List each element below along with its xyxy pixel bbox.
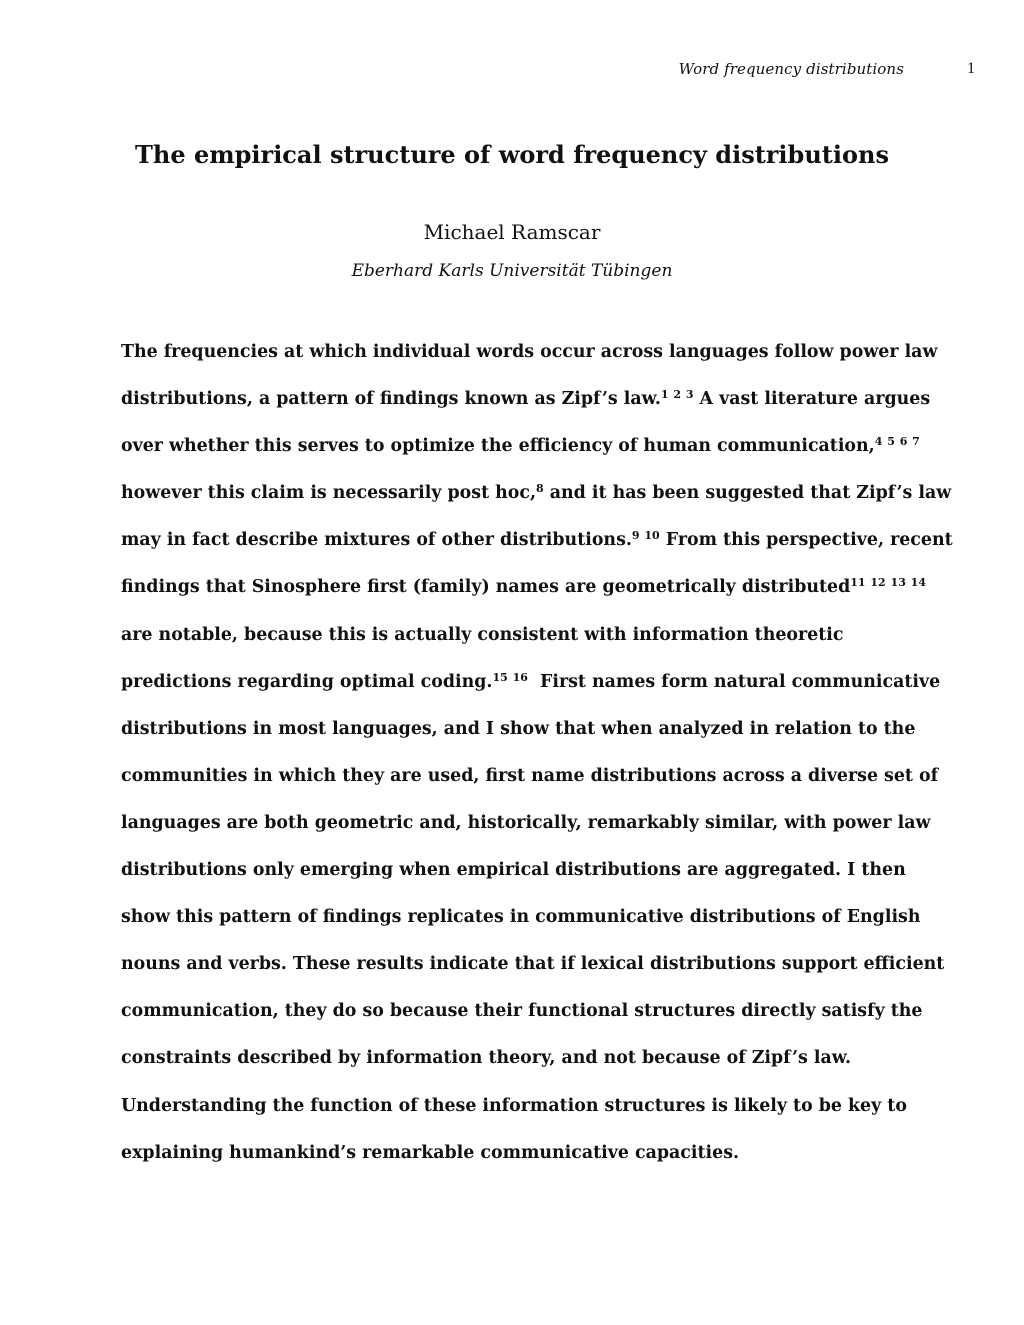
abstract-line (121, 988, 921, 1035)
abstract-line-text: communication, they do so because their functional structures directly satisfy the (121, 1001, 923, 1022)
paper-title: The empirical structure of word frequency distributions (135, 140, 889, 169)
abstract-line (121, 706, 921, 753)
abstract-line-text: distributions in most languages, and I show that when analyzed in relation to the (121, 718, 916, 739)
abstract-line-text: distributions only emerging when empirical distributions are aggregated. I then (121, 860, 906, 881)
abstract-line (121, 753, 939, 800)
abstract-line (121, 800, 931, 847)
running-head: Word frequency distributions (678, 60, 904, 78)
author-affiliation: Eberhard Karls Universität Tübingen (351, 261, 673, 281)
abstract-line (121, 470, 952, 517)
abstract-line-text: distributions, a pattern of findings known as Zipf’s law. (121, 389, 661, 410)
abstract-line-text: The frequencies at which individual words occur across languages follow power law (121, 342, 938, 362)
abstract-line (121, 1035, 921, 1082)
abstract-line-text: are notable, because this is actually consistent with information theoretic (121, 624, 844, 645)
abstract-line (121, 329, 938, 376)
citation-superscript: 9 10 (631, 529, 660, 543)
abstract-line-text: over whether this serves to optimize the efficiency of human communication, (121, 436, 875, 457)
page-number: 1 (967, 60, 975, 77)
abstract-line-text: From this perspective, recent (659, 530, 953, 551)
abstract-line-text: First names form natural communicative (527, 671, 941, 692)
abstract-line-text: explaining humankind’s remarkable communicative capacities. (121, 1142, 740, 1163)
abstract-line-text: communities in which they are used, first name distributions across a diverse set of (121, 765, 939, 786)
abstract-line (121, 659, 941, 706)
abstract-line-text: constraints described by information theory, and not because of Zipf’s law. (121, 1048, 851, 1069)
abstract-line-text: findings that Sinosphere first (family) names are geometrically distributed (121, 577, 851, 598)
citation-superscript: 4 5 6 7 (874, 435, 920, 449)
abstract-line (121, 847, 921, 894)
abstract-line-text: may in fact describe mixtures of other distributions. (121, 530, 632, 551)
abstract-line-text: and it has been suggested that Zipf’s law (543, 483, 952, 504)
abstract-line (121, 1130, 921, 1177)
abstract-line (121, 517, 953, 564)
abstract-line-text: predictions regarding optimal coding. (121, 671, 493, 692)
citation-superscript: 1 2 3 (660, 388, 694, 402)
abstract-line (121, 423, 921, 470)
abstract-line-text: Understanding the function of these information structures is likely to be key to (121, 1095, 907, 1116)
citation-superscript: 8 (536, 482, 544, 496)
abstract-line-text: languages are both geometric and, historically, remarkably similar, with power law (121, 812, 931, 833)
abstract (121, 329, 953, 1177)
abstract-line (121, 941, 945, 988)
abstract-line (121, 1083, 921, 1130)
abstract-line-text: nouns and verbs. These results indicate that if lexical distributions support efficient (121, 954, 945, 975)
abstract-line (121, 612, 921, 659)
abstract-line-text: A vast literature argues (693, 389, 931, 410)
abstract-line (121, 376, 931, 423)
author-name: Michael Ramscar (423, 220, 601, 244)
abstract-line (121, 564, 926, 611)
abstract-line (121, 894, 921, 941)
abstract-line-text: show this pattern of findings replicates in communicative distributions of English (121, 907, 921, 928)
citation-superscript: 15 16 (492, 670, 528, 684)
abstract-line-text: however this claim is necessarily post hoc, (121, 483, 537, 504)
citation-superscript: 11 12 13 14 (850, 576, 926, 590)
